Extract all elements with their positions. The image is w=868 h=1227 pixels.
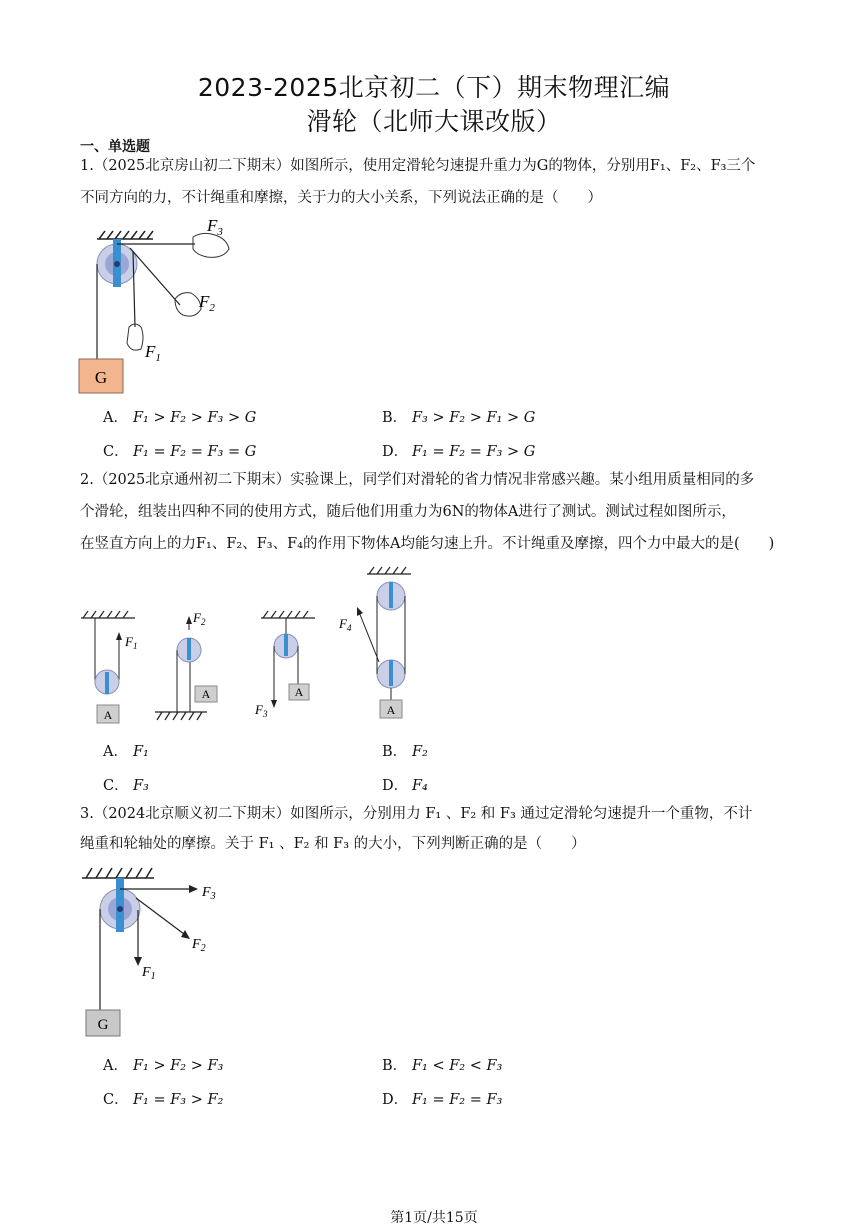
- q3-label-f3: $F_3$: [202, 885, 216, 902]
- q3-label-f2: $F_2$: [192, 937, 206, 954]
- q1-stem-line2: 不同方向的力，不计绳重和摩擦，关于力的大小关系，下列说法正确的是（ ）: [80, 190, 602, 206]
- ceiling-hatch: [81, 611, 135, 618]
- q2-stem-line2: 个滑轮，组装出四种不同的使用方式，随后他们用重力为6N的物体A进行了测试。测试过程如图所示，: [80, 504, 736, 520]
- q2-diagram-2: [155, 610, 217, 720]
- q2-diagram-4: [338, 567, 411, 718]
- hand-icon: [127, 233, 229, 350]
- q3-option-b[interactable]: B． F₁ < F₂ < F₃: [382, 1058, 503, 1074]
- q3-option-d[interactable]: D． F₁ = F₂ = F₃: [382, 1092, 503, 1108]
- q1-block-label: G: [94, 368, 108, 387]
- q1-label-f3: $F_3$: [207, 216, 223, 238]
- floor-hatch: [155, 712, 207, 720]
- section-heading: 一、单选题: [80, 139, 150, 155]
- q3-stem-line2: 绳重和轮轴处的摩擦。关于 F₁ 、F₂ 和 F₃ 的大小，下列判断正确的是（ ）: [80, 836, 586, 852]
- q2-option-a[interactable]: A． F₁: [103, 744, 149, 760]
- page-title: 2023-2025北京初二（下）期末物理汇编: [197, 73, 671, 102]
- q1-label-f2: $F_2$: [199, 292, 215, 314]
- ceiling-hatch: [367, 567, 411, 574]
- q1-option-b[interactable]: B． F₃ > F₂ > F₁ > G: [382, 410, 536, 426]
- q1-figure: [75, 215, 245, 400]
- svg-text:F2: $F_2$: [193, 610, 206, 627]
- svg-text:F4: $F_4$: [339, 616, 352, 633]
- q3-option-c[interactable]: C． F₁ = F₃ > F₂: [103, 1092, 224, 1108]
- q1-option-c[interactable]: C． F₁ = F₂ = F₃ = G: [103, 444, 257, 460]
- arrow-icon: [134, 957, 142, 966]
- q1-option-d[interactable]: D． F₁ = F₂ = F₃ > G: [382, 444, 536, 460]
- fixed-pulley: [97, 239, 137, 287]
- svg-text:F3: $F_3$: [255, 702, 268, 719]
- svg-text:A: A: [386, 703, 396, 717]
- q3-option-a[interactable]: A． F₁ > F₂ > F₃: [103, 1058, 224, 1074]
- fixed-pulley: [100, 878, 140, 932]
- arrow-icon: [181, 930, 190, 939]
- svg-text:F1: $F_1$: [125, 634, 138, 651]
- svg-text:A: A: [201, 687, 211, 701]
- arrow-icon: [189, 885, 198, 893]
- q2-figure: [75, 562, 435, 732]
- q3-block-label: G: [97, 1017, 109, 1033]
- svg-text:A: A: [294, 685, 304, 699]
- q2-stem-line1: 2.（2025北京通州初二下期末）实验课上，同学们对滑轮的省力情况非常感兴趣。某小组用质量相同的多: [80, 472, 755, 488]
- q2-option-b[interactable]: B． F₂: [382, 744, 428, 760]
- q1-label-f1: $F_1$: [145, 342, 161, 364]
- q3-figure: [78, 860, 238, 1040]
- q3-stem-line1: 3.（2024北京顺义初二下期末）如图所示，分别用力 F₁ 、F₂ 和 F₃ 通过定滑轮匀速提升一个重物，不计: [80, 806, 753, 822]
- page-subtitle: 滑轮（北师大课改版）: [306, 107, 562, 136]
- q2-stem-line3: 在竖直方向上的力F₁、F₂、F₃、F₄的作用下物体A均能匀速上升。不计绳重及摩擦，四个力中最大的是( ): [80, 536, 775, 552]
- q2-diagram-1: [81, 611, 137, 723]
- ceiling-hatch: [97, 231, 153, 239]
- q1-stem-line1: 1.（2025北京房山初二下期末）如图所示，使用定滑轮匀速提升重力为G的物体，分别用F₁、F₂、F₃三个: [80, 158, 756, 174]
- q1-option-a[interactable]: A． F₁ > F₂ > F₃ > G: [103, 410, 257, 426]
- ceiling-hatch: [261, 611, 315, 618]
- q2-option-c[interactable]: C． F₃: [103, 778, 149, 794]
- q3-label-f1: $F_1$: [142, 965, 156, 982]
- page-number: 第1页/共15页: [390, 1210, 478, 1226]
- ceiling-hatch: [82, 868, 154, 878]
- svg-text:A: A: [103, 708, 113, 722]
- q2-option-d[interactable]: D． F₄: [382, 778, 428, 794]
- q2-diagram-3: [254, 611, 315, 719]
